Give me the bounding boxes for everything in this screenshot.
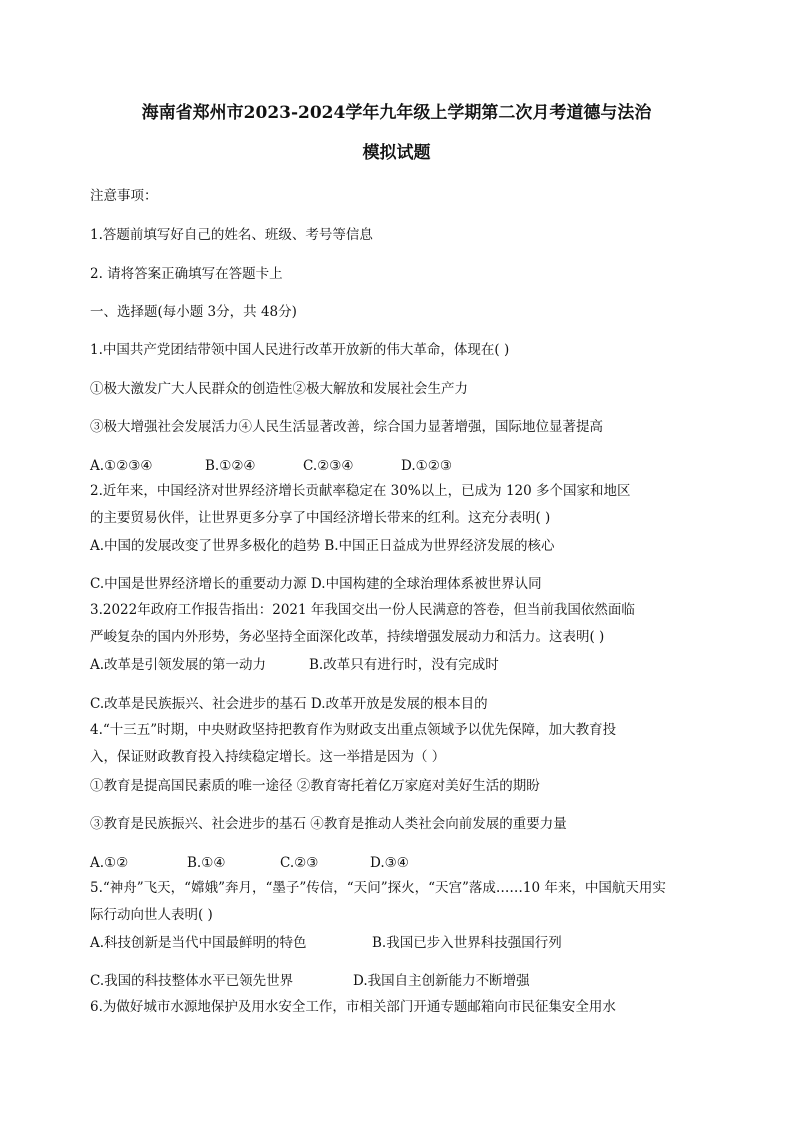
q3-options-cd: C.改革是民族振兴、社会进步的基石 D.改革开放是发展的根本目的 [90,696,488,712]
q4-statements-34: ③教育是民族振兴、社会进步的基石 ④教育是推动人类社会向前发展的重要力量 [90,816,567,832]
q2-options-cd: C.中国是世界经济增长的重要动力源 D.中国构建的全球治理体系被世界认同 [90,576,542,592]
q1-statement-1: ①极大激发广大人民群众的创造性②极大解放和发展社会生产力 [90,381,468,397]
q4-options [90,853,409,873]
q4-option-a: A.①② [90,855,129,871]
q6-stem-line1: 6.为做好城市水源地保护及用水安全工作，市相关部门开通专题邮箱向市民征集安全用水 [90,999,616,1015]
q5-options-cd [90,971,530,991]
q5-options-ab [90,933,562,953]
q3-stem-line2: 严峻复杂的国内外形势，务必坚持全面深化改革，持续增强发展动力和活力。这表明( ) [90,629,605,645]
q4-option-b: B.①④ [187,855,226,871]
q2-stem-line2: 的主要贸易伙伴，让世界更多分享了中国经济增长带来的红利。这充分表明( ) [90,510,551,526]
q5-stem-line1: 5.“神舟”飞天，“嫦娥”奔月，“墨子”传信，“天问”探火，“天宫”落成……10 年来，中国航天用实 [90,880,666,896]
q4-option-c: C.②③ [280,855,319,871]
q5-option-d: D.我国自主创新能力不断增强 [353,973,530,989]
q1-option-b: B.①②④ [205,458,256,474]
q4-option-d: D.③④ [370,855,409,871]
q4-stem-line1: 4.“十三五”时期，中央财政坚持把教育作为财政支出重点领域予以优先保障，加大教育投 [90,722,617,738]
q3-options-ab [90,655,499,675]
q3-stem-line1: 3.2022年政府工作报告指出：2021 年我国交出一份人民满意的答卷，但当前我国依然面临 [90,602,635,618]
notes-heading: 注意事项： [90,188,158,204]
q1-option-d: D.①②③ [401,458,452,474]
section-heading: 一、选择题(每小题 3分，共 48分) [90,304,297,320]
q5-option-b: B.我国已步入世界科技强国行列 [372,935,562,951]
page-title-line1: 海南省郑州市2023-2024学年九年级上学期第二次月考道德与法治 [141,103,652,123]
q1-stem: 1.中国共产党团结带领中国人民进行改革开放新的伟大革命，体现在( ) [90,342,510,358]
q1-option-a: A.①②③④ [90,458,153,474]
q3-option-b: B.改革只有进行时，没有完成时 [309,657,499,673]
q1-options [90,456,452,476]
q4-stem-line2: 入，保证财政教育投入持续稳定增长。这一举措是因为（ ） [90,749,446,765]
q3-option-a: A.改革是引领发展的第一动力 [90,657,267,673]
note-1: 1.答题前填写好自己的姓名、班级、考号等信息 [90,227,373,243]
q2-options-ab: A.中国的发展改变了世界多极化的趋势 B.中国正日益成为世界经济发展的核心 [90,538,555,554]
q1-statement-2: ③极大增强社会发展活力④人民生活显著改善，综合国力显著增强，国际地位显著提高 [90,419,603,435]
q2-stem-line1: 2.近年来，中国经济对世界经济增长贡献率稳定在 30%以上，已成为 120 多个国家和地区 [90,483,631,499]
q5-option-a: A.科技创新是当代中国最鲜明的特色 [90,935,307,951]
page-title-line2: 模拟试题 [362,143,431,163]
q5-option-c: C.我国的科技整体水平已领先世界 [90,973,294,989]
q1-option-c: C.②③④ [303,458,354,474]
q5-stem-line2: 际行动向世人表明( ) [90,907,213,923]
note-2: 2. 请将答案正确填写在答题卡上 [90,266,283,282]
q4-statements-12: ①教育是提高国民素质的唯一途径 ②教育寄托着亿万家庭对美好生活的期盼 [90,778,540,794]
